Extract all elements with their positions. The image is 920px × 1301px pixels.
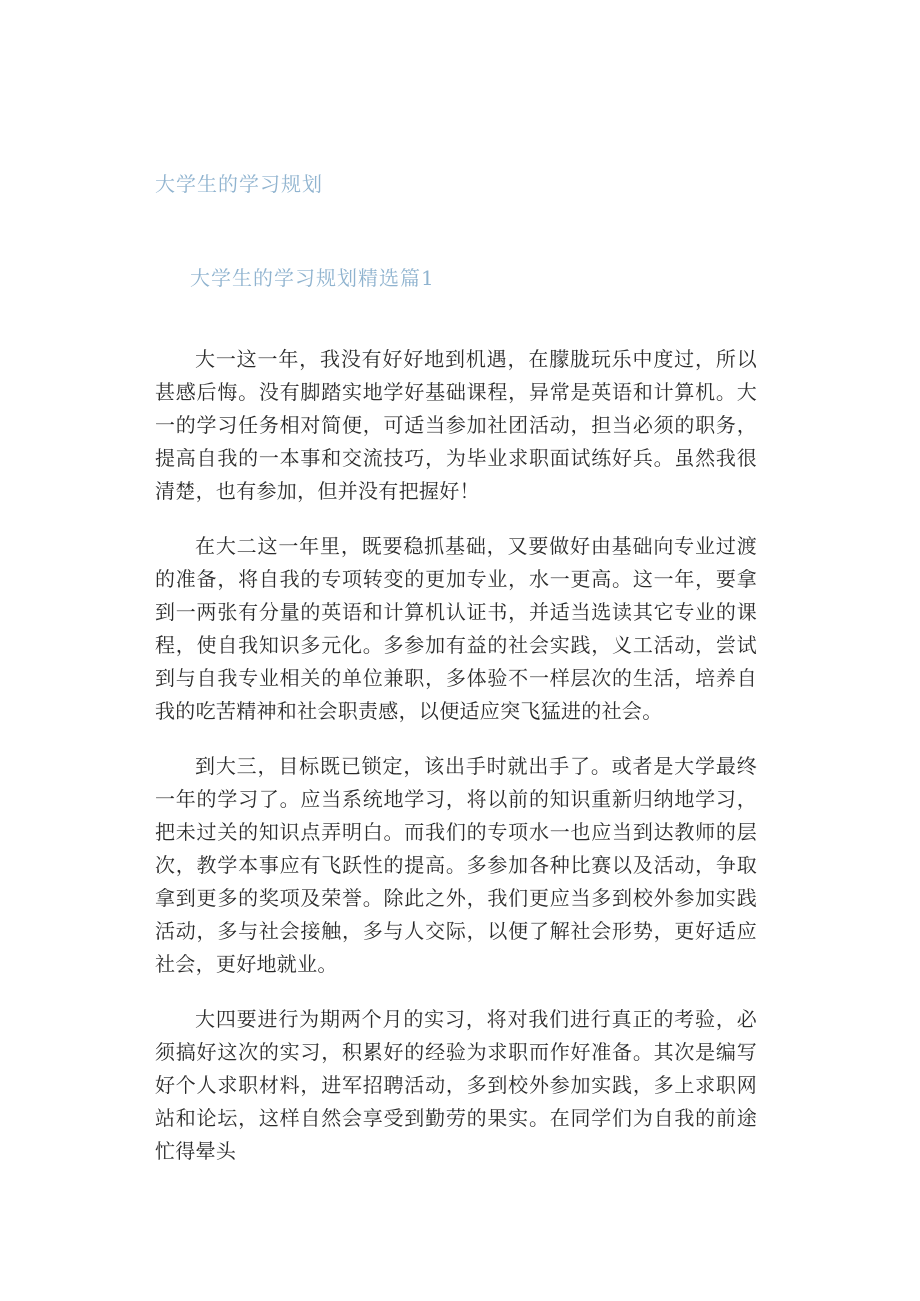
paragraph-year-four: 大四要进行为期两个月的实习，将对我们进行真正的考验，必须搞好这次的实习，积累好的经验为求职而作好准备。其次是编写好个人求职材料，进军招聘活动，多到校外参加实践，多上求职网站和论坛，这样自然会享受到勤劳的果实。在同学们为自我的前途忙得晕头 xyxy=(155,1007,757,1163)
document-body xyxy=(155,343,757,1190)
paragraph-year-three: 到大三，目标既已锁定，该出手时就出手了。或者是大学最终一年的学习了。应当系统地学习，将以前的知识重新归纳地学习，把未过关的知识点弄明白。而我们的专项水一也应当到达教师的层次，教学本事应有飞跃性的提高。多参加各种比赛以及活动，争取拿到更多的奖项及荣誉。除此之外，我们更应当多到校外参加实践活动，多与社会接触，多与人交际，以便了解社会形势，更好适应社会，更好地就业。 xyxy=(155,754,757,976)
paragraph-year-one: 大一这一年，我没有好好地到机遇，在朦胧玩乐中度过，所以甚感后悔。没有脚踏实地学好基础课程，异常是英语和计算机。大一的学习任务相对简便，可适当参加社团活动，担当必须的职务，提高自我的一本事和交流技巧，为毕业求职面试练好兵。虽然我很清楚，也有参加，但并没有把握好！ xyxy=(155,347,757,503)
section-title: 大学生的学习规划精选篇1 xyxy=(190,266,435,290)
paragraph-year-two: 在大二这一年里，既要稳抓基础，又要做好由基础向专业过渡的准备，将自我的专项转变的更加专业，水一更高。这一年，要拿到一两张有分量的英语和计算机认证书，并适当选读其它专业的课程，使自我知识多元化。多参加有益的社会实践，义工活动，尝试到与自我专业相关的单位兼职，多体验不一样层次的生活，培养自我的吃苦精神和社会职责感，以便适应突飞猛进的社会。 xyxy=(155,534,757,723)
document-title: 大学生的学习规划 xyxy=(155,172,323,196)
